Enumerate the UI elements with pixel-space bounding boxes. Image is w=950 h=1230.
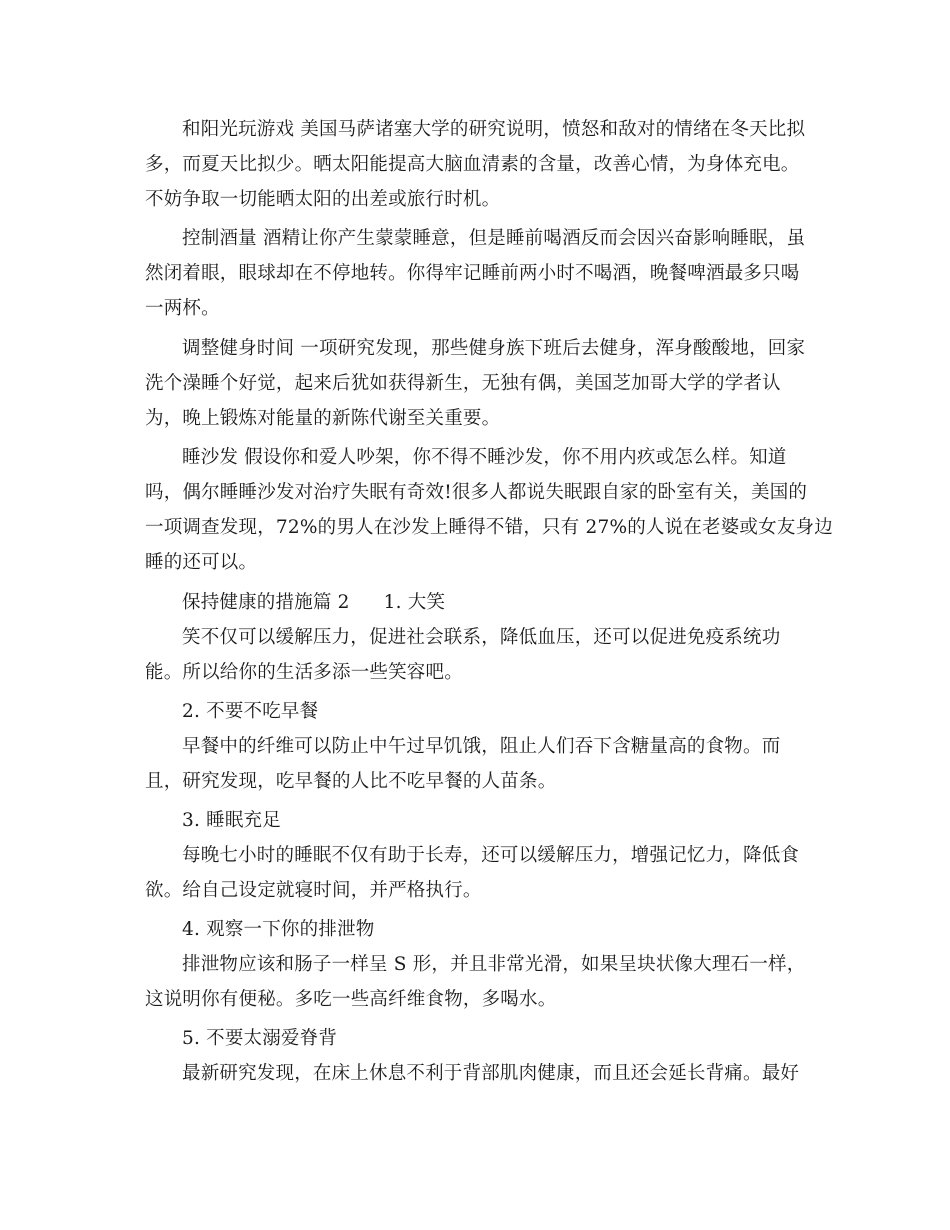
section-heading — [182, 591, 445, 615]
paragraph-line: 为，晚上锻炼对能量的新陈代谢至关重要。 — [145, 408, 501, 429]
paragraph-line: 控制酒量 酒精让你产生蒙蒙睡意，但是睡前喝酒反而会因兴奋影响睡眠，虽 — [182, 228, 806, 249]
item-heading: 2. 不要不吃早餐 — [182, 701, 319, 722]
item-heading: 4. 观察一下你的排泄物 — [182, 919, 375, 940]
paragraph-line: 和阳光玩游戏 美国马萨诸塞大学的研究说明，愤怒和敌对的情绪在冬天比拟 — [182, 119, 806, 140]
paragraph-line: 不妨争取一切能晒太阳的出差或旅行时机。 — [145, 189, 501, 210]
paragraph-line: 睡的还可以。 — [145, 552, 258, 573]
paragraph-line: 这说明你有便秘。多吃一些高纤维食物，多喝水。 — [145, 989, 557, 1010]
paragraph-line: 排泄物应该和肠子一样呈 S 形，并且非常光滑，如果呈块状像大理石一样， — [182, 954, 806, 975]
paragraph-line: 多，而夏天比拟少。晒太阳能提高大脑血清素的含量，改善心情，为身体充电。 — [145, 154, 800, 175]
paragraph-line: 每晚七小时的睡眠不仅有助于长寿，还可以缓解压力，增强记忆力，降低食 — [182, 845, 800, 866]
item-heading: 1. 大笑 — [383, 592, 446, 613]
paragraph-line: 然闭着眼，眼球却在不停地转。你得牢记睡前两小时不喝酒，晚餐啤酒最多只喝 — [145, 263, 800, 284]
paragraph-line: 洗个澡睡个好觉，起来后犹如获得新生，无独有偶，美国芝加哥大学的学者认 — [145, 373, 781, 394]
paragraph-line: 最新研究发现，在床上休息不利于背部肌肉健康，而且还会延长背痛。最好 — [182, 1063, 800, 1084]
paragraph-line: 能。所以给你的生活多添一些笑容吧。 — [145, 662, 463, 683]
paragraph-line: 欲。给自己设定就寝时间，并严格执行。 — [145, 880, 482, 901]
item-heading: 3. 睡眠充足 — [182, 810, 281, 831]
paragraph-line: 且，研究发现，吃早餐的人比不吃早餐的人苗条。 — [145, 771, 557, 792]
paragraph-line: 调整健身时间 一项研究发现，那些健身族下班后去健身，浑身酸酸地，回家 — [182, 338, 806, 359]
section-title: 保持健康的措施篇 2 — [182, 592, 350, 613]
item-heading: 5. 不要太溺爱脊背 — [182, 1028, 338, 1049]
paragraph-line: 笑不仅可以缓解压力，促进社会联系，降低血压，还可以促进免疫系统功 — [182, 627, 781, 648]
paragraph-line: 早餐中的纤维可以防止中午过早饥饿，阻止人们吞下含糖量高的食物。而 — [182, 736, 781, 757]
paragraph-line: 吗，偶尔睡睡沙发对治疗失眠有奇效!很多人都说失眠跟自家的卧室有关，美国的 — [145, 482, 808, 503]
paragraph-line: 一项调查发现，72%的男人在沙发上睡得不错，只有 27%的人说在老婆或女友身边 — [145, 517, 833, 538]
paragraph-line: 一两杯。 — [145, 298, 220, 319]
paragraph-line: 睡沙发 假设你和爱人吵架，你不得不睡沙发，你不用内疚或怎么样。知道 — [182, 447, 787, 468]
